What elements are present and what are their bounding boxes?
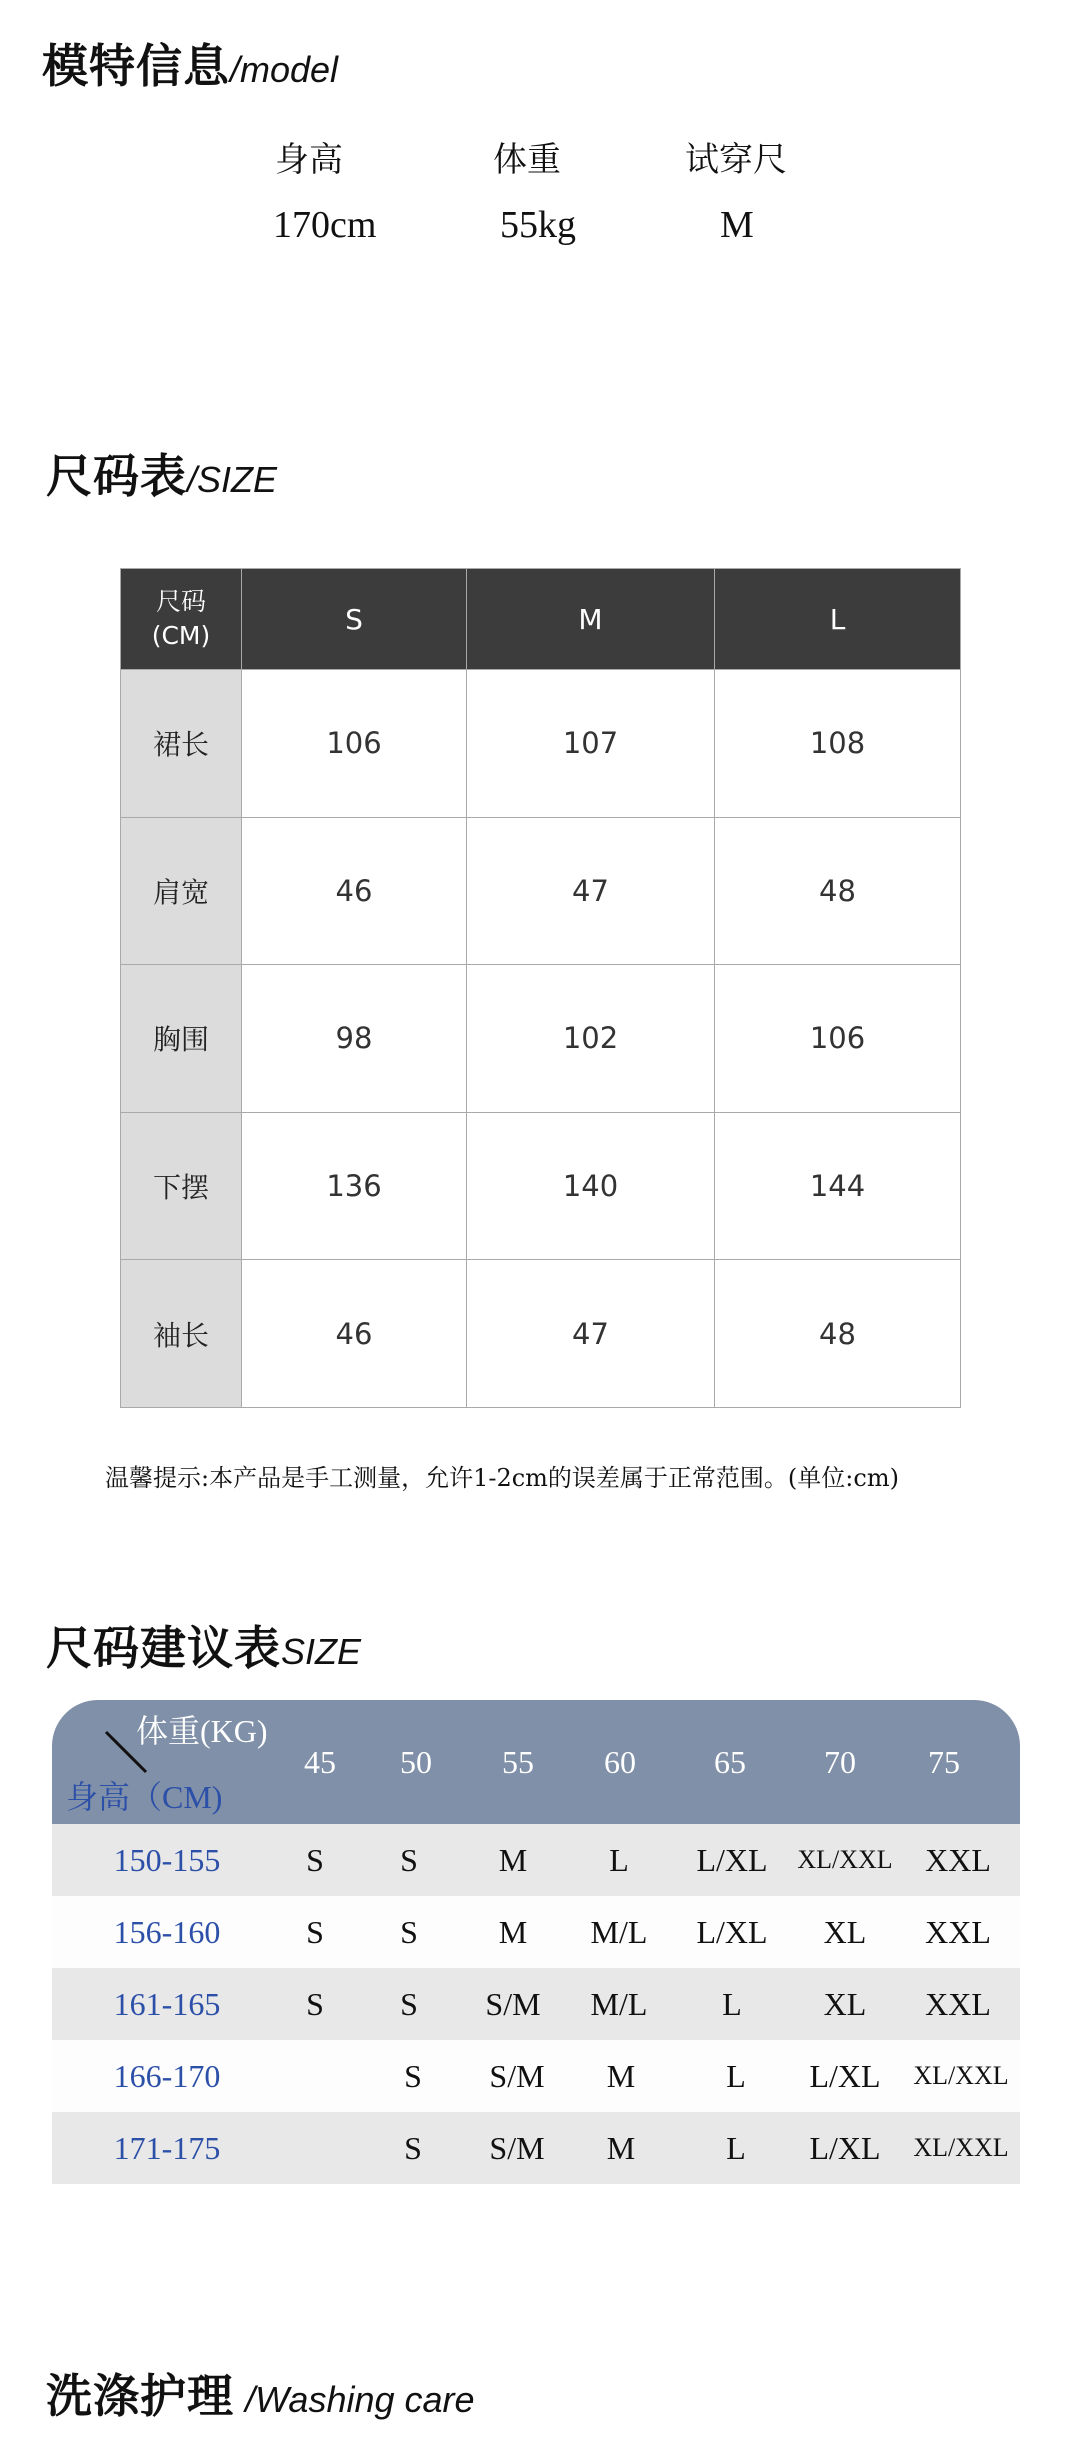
size-cell: XL/XXL — [913, 2061, 1009, 2090]
size-cell: M — [498, 1913, 528, 1950]
table-cell: 48 — [715, 817, 961, 965]
table-cell: 106 — [242, 670, 467, 818]
table-cell: 107 — [467, 670, 715, 818]
table-row — [121, 965, 961, 1113]
rec-row — [52, 2112, 1020, 2184]
weight-axis-label: 体重(KG) — [136, 1713, 268, 1749]
size-cell: S — [404, 2057, 422, 2094]
row-label: 裙长 — [121, 670, 242, 818]
size-chart-heading-cn: 尺码表 — [46, 449, 187, 503]
washing-heading-en: /Washing care — [245, 2379, 475, 2420]
model-value-height: 170cm — [273, 204, 377, 246]
size-cell: S — [400, 1985, 418, 2022]
size-col-m: M — [467, 569, 715, 670]
size-cell: S — [400, 1841, 418, 1878]
height-axis-label: 身高（CM) — [66, 1779, 223, 1815]
height-range: 156-160 — [113, 1913, 221, 1950]
size-cell: L/XL — [696, 1841, 768, 1878]
rec-header-row — [52, 1700, 1020, 1824]
table-cell: 108 — [715, 670, 961, 818]
weight-col: 70 — [824, 1743, 856, 1780]
size-cell: XL — [823, 1985, 867, 2022]
table-cell: 144 — [715, 1112, 961, 1260]
table-cell: 136 — [242, 1112, 467, 1260]
washing-heading — [46, 2360, 475, 2426]
model-heading-cn: 模特信息 — [42, 39, 230, 93]
table-row — [121, 670, 961, 818]
height-range: 150-155 — [113, 1841, 221, 1878]
size-cell: S/M — [489, 2129, 545, 2166]
weight-col: 60 — [604, 1743, 636, 1780]
table-cell: 47 — [467, 817, 715, 965]
measurement-tip: 温馨提示:本产品是手工测量，允许1-2cm的误差属于正常范围。(单位:cm) — [105, 1464, 899, 1492]
weight-col: 50 — [400, 1743, 432, 1780]
weight-col: 75 — [928, 1743, 960, 1780]
model-label-size: 试穿尺 — [685, 140, 787, 180]
size-cell: XL/XXL — [913, 2133, 1009, 2162]
row-label: 肩宽 — [121, 817, 242, 965]
size-cell: M — [498, 1841, 528, 1878]
row-label: 胸围 — [121, 965, 242, 1113]
size-cell: S — [306, 1985, 324, 2022]
size-cell: M — [606, 2129, 636, 2166]
recommend-heading — [46, 1612, 361, 1678]
size-chart-header-row — [121, 569, 961, 670]
size-cell: S — [400, 1913, 418, 1950]
table-cell: 106 — [715, 965, 961, 1113]
size-chart-heading-en: /SIZE — [187, 459, 278, 500]
size-cell: XL/XXL — [797, 1845, 893, 1874]
height-range: 161-165 — [113, 1985, 221, 2022]
size-cell: L/XL — [696, 1913, 768, 1950]
size-chart-heading — [46, 440, 277, 506]
size-cell: XL — [823, 1913, 867, 1950]
height-range: 171-175 — [113, 2129, 221, 2166]
size-cell: XXL — [925, 1985, 991, 2022]
model-label-height: 身高 — [275, 140, 343, 180]
size-chart-corner — [121, 569, 242, 670]
size-cell: M/L — [590, 1985, 648, 2022]
size-col-s: S — [242, 569, 467, 670]
size-cell: XXL — [925, 1913, 991, 1950]
size-cell: L — [609, 1841, 629, 1878]
size-cell: S — [306, 1841, 324, 1878]
row-label: 袖长 — [121, 1260, 242, 1408]
model-heading — [42, 30, 338, 96]
table-cell: 46 — [242, 1260, 467, 1408]
size-chart-table — [120, 568, 961, 1408]
table-cell: 47 — [467, 1260, 715, 1408]
table-cell: 102 — [467, 965, 715, 1113]
size-cell: S/M — [485, 1985, 541, 2022]
weight-col: 65 — [714, 1743, 746, 1780]
table-cell: 140 — [467, 1112, 715, 1260]
model-label-weight: 体重 — [493, 140, 561, 180]
size-cell — [270, 2112, 360, 2184]
recommend-heading-cn: 尺码建议表 — [46, 1621, 281, 1675]
rec-row — [52, 1896, 1020, 1968]
size-cell: S/M — [489, 2057, 545, 2094]
rec-row — [52, 2040, 1020, 2112]
rec-row — [52, 1824, 1020, 1896]
size-cell: M/L — [590, 1913, 648, 1950]
model-value-weight: 55kg — [500, 204, 576, 246]
table-row — [121, 1260, 961, 1408]
size-recommendation-table — [52, 1700, 1020, 2184]
table-row — [121, 817, 961, 965]
recommend-heading-en: SIZE — [281, 1631, 362, 1672]
table-cell: 46 — [242, 817, 467, 965]
size-cell: L — [726, 2129, 746, 2166]
size-cell: L — [722, 1985, 742, 2022]
rec-row — [52, 1968, 1020, 2040]
model-value-size: M — [720, 204, 754, 246]
row-label: 下摆 — [121, 1112, 242, 1260]
table-row — [121, 1112, 961, 1260]
washing-heading-cn: 洗涤护理 — [46, 2369, 234, 2423]
size-cell: M — [606, 2057, 636, 2094]
size-cell: S — [404, 2129, 422, 2166]
corner-line1: 尺码 — [155, 587, 206, 616]
weight-col: 45 — [304, 1743, 336, 1780]
size-cell — [270, 2040, 360, 2112]
size-col-l: L — [715, 569, 961, 670]
model-heading-en: /model — [230, 49, 339, 90]
height-range: 166-170 — [113, 2057, 221, 2094]
size-cell: L — [726, 2057, 746, 2094]
size-cell: S — [306, 1913, 324, 1950]
size-cell: L/XL — [809, 2129, 881, 2166]
table-cell: 48 — [715, 1260, 961, 1408]
size-cell: XXL — [925, 1841, 991, 1878]
corner-line2: (CM) — [151, 621, 211, 650]
weight-col: 55 — [502, 1743, 534, 1780]
size-cell: L/XL — [809, 2057, 881, 2094]
table-cell: 98 — [242, 965, 467, 1113]
